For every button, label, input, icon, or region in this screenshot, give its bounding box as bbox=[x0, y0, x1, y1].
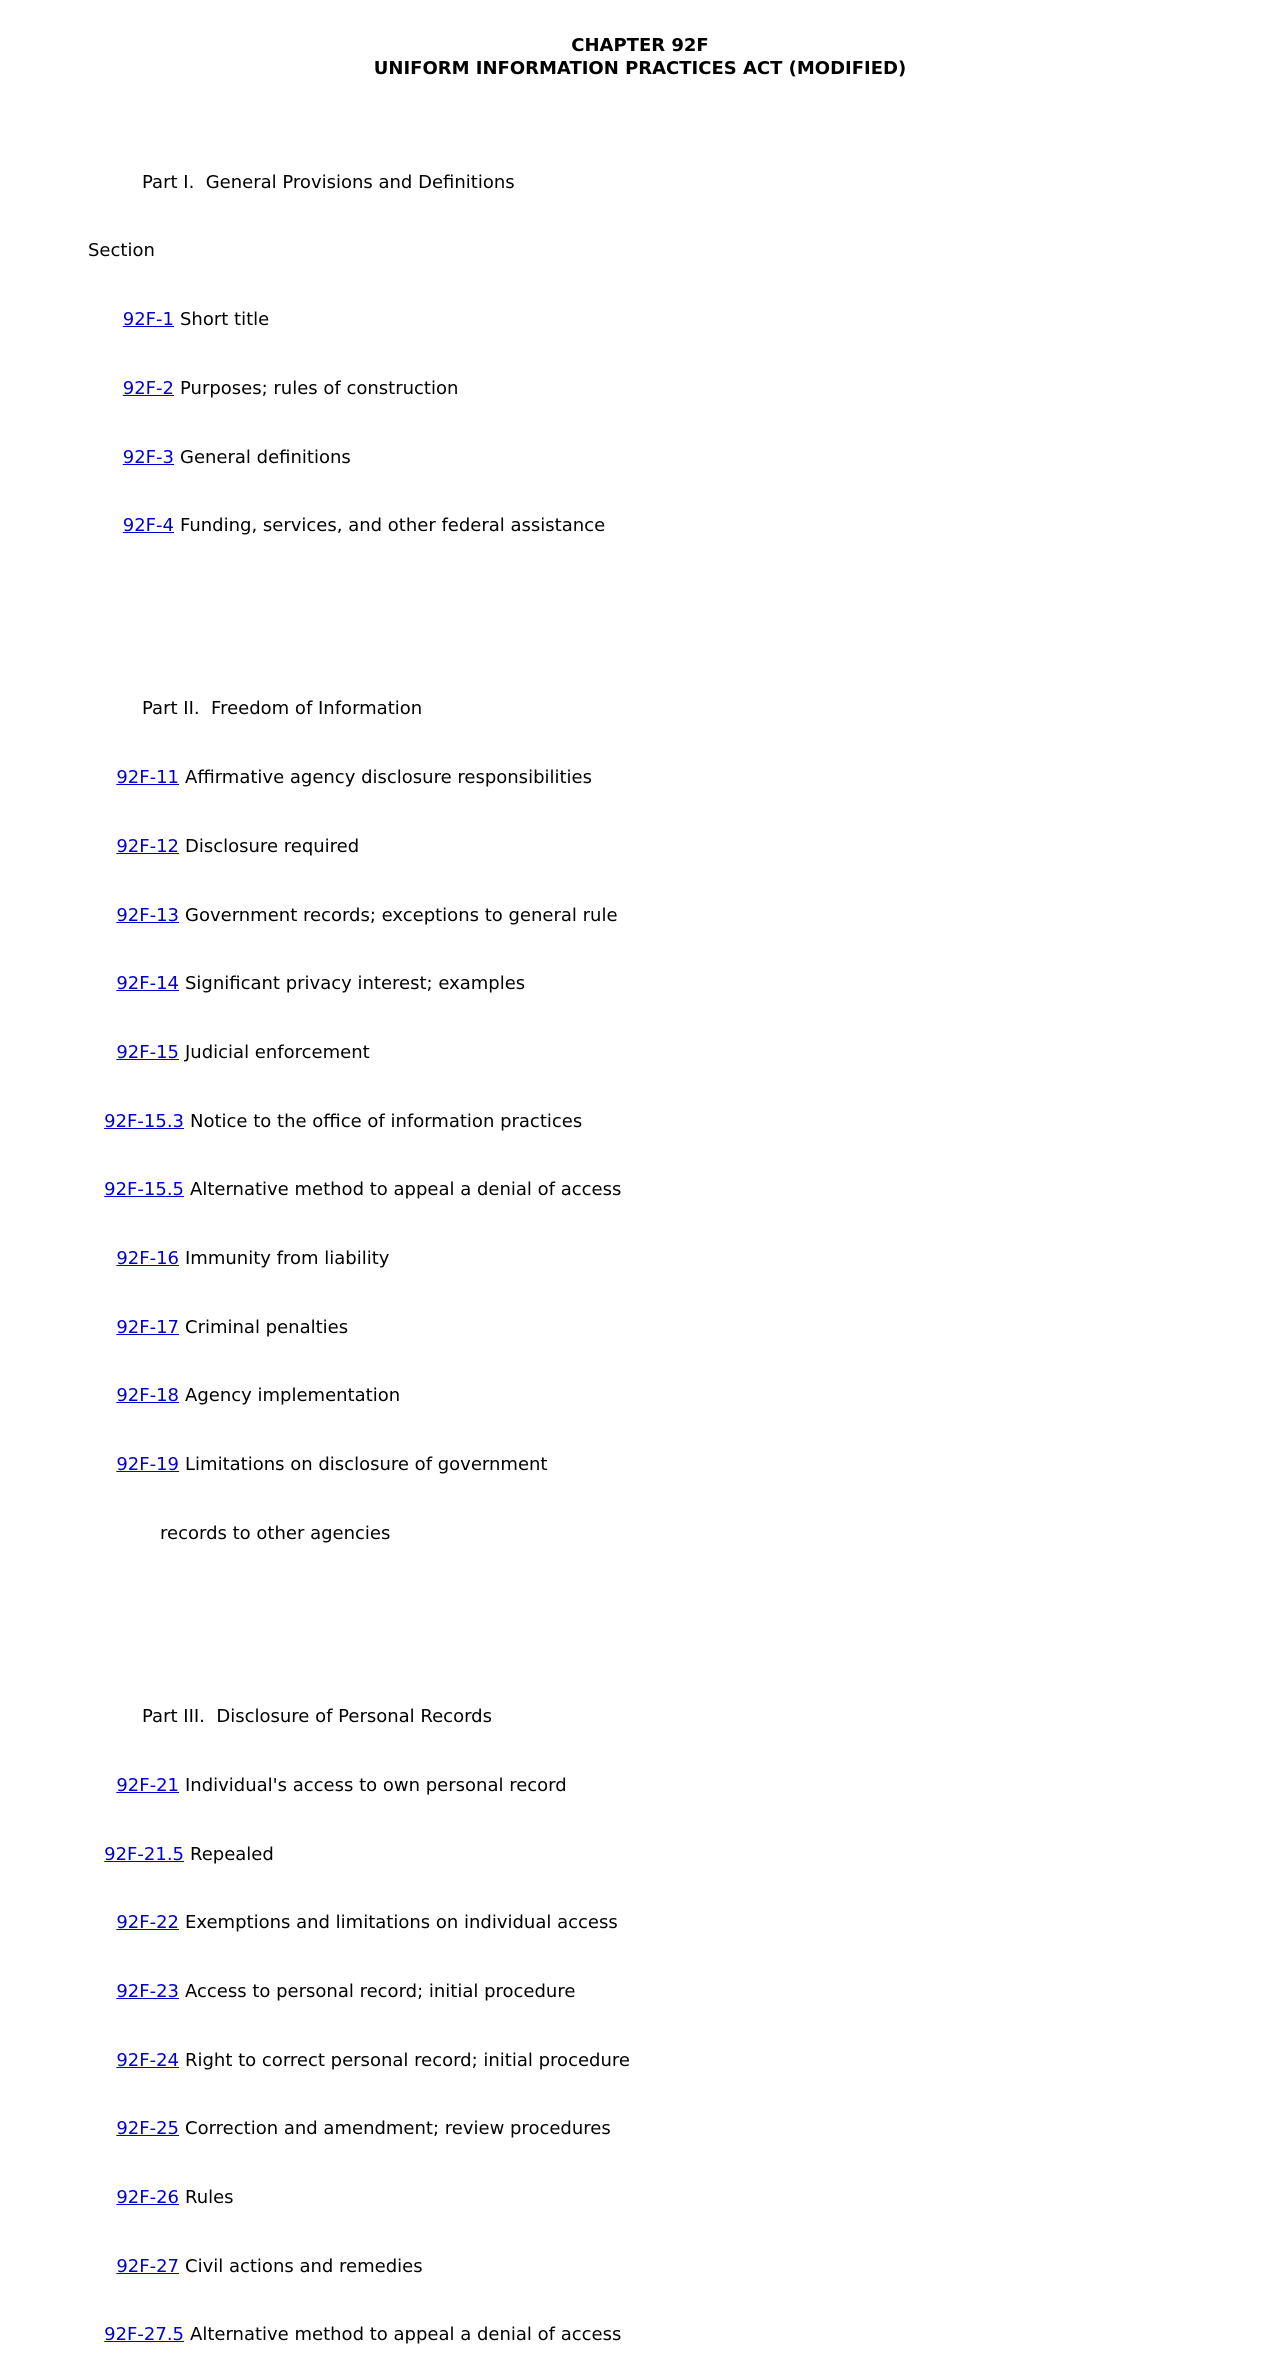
toc-entry bbox=[0, 767, 1280, 790]
section-title: Limitations on disclosure of government bbox=[185, 1454, 548, 1476]
section-title: Correction and amendment; review procedures bbox=[185, 2118, 611, 2140]
toc-entry bbox=[0, 1981, 1280, 2004]
table-of-contents bbox=[0, 103, 1280, 2370]
toc-entry bbox=[0, 2050, 1280, 2073]
section-link[interactable]: 92F-21.5 bbox=[104, 1843, 184, 1865]
section-title: Affirmative agency disclosure responsibilities bbox=[185, 767, 593, 789]
toc-entry bbox=[0, 1179, 1280, 1202]
toc-entry bbox=[0, 378, 1280, 401]
section-link[interactable]: 92F-15.5 bbox=[104, 1179, 184, 1201]
section-link[interactable]: 92F-15.3 bbox=[104, 1110, 184, 1132]
toc-entry bbox=[0, 2324, 1280, 2347]
section-link[interactable]: 92F-11 bbox=[116, 767, 179, 789]
toc-entry bbox=[0, 836, 1280, 859]
section-title: General definitions bbox=[180, 446, 351, 468]
section-link[interactable]: 92F-26 bbox=[116, 2187, 179, 2209]
toc-entry bbox=[0, 515, 1280, 538]
section-link[interactable]: 92F-27.5 bbox=[104, 2324, 184, 2346]
section-title: Alternative method to appeal a denial of access bbox=[190, 1179, 622, 1201]
section-title: Right to correct personal record; initial procedure bbox=[185, 2049, 630, 2071]
section-title: Civil actions and remedies bbox=[185, 2255, 423, 2277]
toc-entry bbox=[0, 1775, 1280, 1798]
part-title: Part II. Freedom of Information bbox=[142, 698, 423, 720]
part-title: Part I. General Provisions and Definitions bbox=[142, 171, 515, 193]
section-title: Purposes; rules of construction bbox=[180, 377, 459, 399]
section-link[interactable]: 92F-27 bbox=[116, 2255, 179, 2277]
chapter-number: CHAPTER 92F bbox=[571, 35, 709, 56]
toc-entry bbox=[0, 1385, 1280, 1408]
section-link[interactable]: 92F-22 bbox=[116, 1912, 179, 1934]
toc-entry bbox=[0, 905, 1280, 928]
toc-entry bbox=[0, 309, 1280, 332]
section-link[interactable]: 92F-24 bbox=[116, 2049, 179, 2071]
section-title: Individual's access to own personal record bbox=[185, 1774, 567, 1796]
section-link[interactable]: 92F-2 bbox=[122, 377, 174, 399]
toc-entry bbox=[0, 1912, 1280, 1935]
section-title: Immunity from liability bbox=[185, 1248, 390, 1270]
section-title: Government records; exceptions to general rule bbox=[185, 904, 618, 926]
section-link[interactable]: 92F-25 bbox=[116, 2118, 179, 2140]
section-link[interactable]: 92F-13 bbox=[116, 904, 179, 926]
section-title: Access to personal record; initial procedure bbox=[185, 1980, 576, 2002]
section-label: Section bbox=[88, 240, 155, 262]
section-link[interactable]: 92F-15 bbox=[116, 1041, 179, 1063]
section-link[interactable]: 92F-19 bbox=[116, 1454, 179, 1476]
section-title: Funding, services, and other federal assistance bbox=[180, 515, 606, 537]
section-link[interactable]: 92F-12 bbox=[116, 835, 179, 857]
toc-entry bbox=[0, 2256, 1280, 2279]
toc-entry bbox=[0, 1111, 1280, 1134]
section-title: Alternative method to appeal a denial of access bbox=[190, 2324, 622, 2346]
section-link[interactable]: 92F-23 bbox=[116, 1980, 179, 2002]
section-title: Disclosure required bbox=[185, 835, 360, 857]
section-title: Rules bbox=[185, 2187, 234, 2209]
toc-entry bbox=[0, 973, 1280, 996]
part-title: Part III. Disclosure of Personal Records bbox=[142, 1706, 492, 1728]
section-link[interactable]: 92F-17 bbox=[116, 1316, 179, 1338]
toc-entry bbox=[0, 1317, 1280, 1340]
section-link[interactable]: 92F-1 bbox=[122, 309, 174, 331]
section-link[interactable]: 92F-14 bbox=[116, 973, 179, 995]
toc-entry bbox=[0, 2118, 1280, 2141]
section-link[interactable]: 92F-18 bbox=[116, 1385, 179, 1407]
section-title: Notice to the office of information practices bbox=[190, 1110, 583, 1132]
section-link[interactable]: 92F-4 bbox=[122, 515, 174, 537]
toc-entry bbox=[0, 1844, 1280, 1867]
toc-entry bbox=[0, 1454, 1280, 1477]
section-title: Criminal penalties bbox=[185, 1316, 349, 1338]
section-title: Judicial enforcement bbox=[185, 1041, 370, 1063]
chapter-title: UNIFORM INFORMATION PRACTICES ACT (MODIFIED) bbox=[373, 58, 907, 79]
section-title: Agency implementation bbox=[185, 1385, 401, 1407]
section-link[interactable]: 92F-16 bbox=[116, 1248, 179, 1270]
section-title: Short title bbox=[180, 309, 270, 331]
toc-entry bbox=[0, 1042, 1280, 1065]
toc-entry bbox=[0, 1248, 1280, 1271]
toc-entry bbox=[0, 447, 1280, 470]
section-title: Repealed bbox=[190, 1843, 274, 1865]
section-title-continuation: records to other agencies bbox=[160, 1522, 391, 1544]
section-title: Significant privacy interest; examples bbox=[185, 973, 526, 995]
toc-entry bbox=[0, 2187, 1280, 2210]
section-title: Exemptions and limitations on individual access bbox=[185, 1912, 618, 1934]
section-link[interactable]: 92F-21 bbox=[116, 1774, 179, 1796]
section-link[interactable]: 92F-3 bbox=[122, 446, 174, 468]
